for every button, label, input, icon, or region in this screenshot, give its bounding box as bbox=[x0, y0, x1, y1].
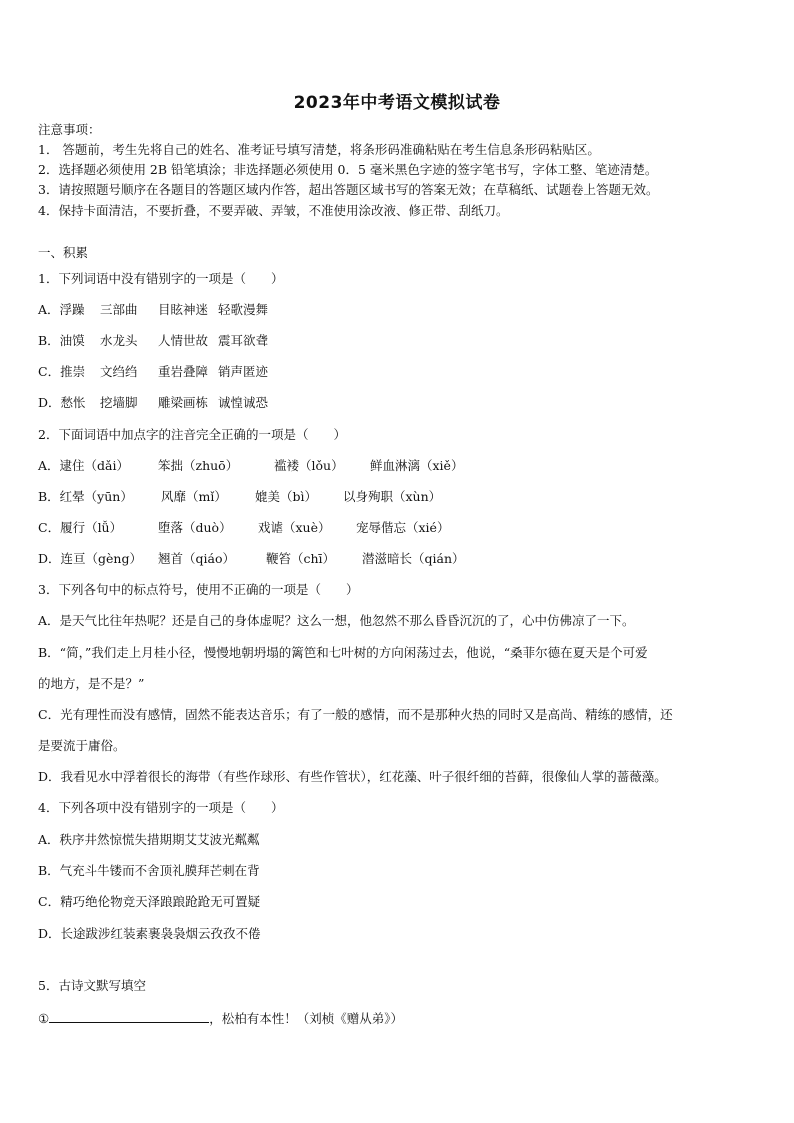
option-word: A．逮住（dǎi） bbox=[38, 458, 129, 473]
option-word: 鞭笞（chī） bbox=[266, 551, 336, 566]
q4-option-d: D．长途跋涉红装素裹袅袅烟云孜孜不倦 bbox=[38, 926, 261, 941]
option-word: C．推崇 bbox=[38, 364, 86, 379]
option-word: 销声匿迹 bbox=[218, 364, 269, 379]
option-word: B．红晕（yūn） bbox=[38, 489, 133, 504]
q3-option-c-cont: 是要流于庸俗。 bbox=[38, 738, 126, 753]
option-word: B．油馍 bbox=[38, 333, 85, 348]
q1-option-d bbox=[38, 395, 268, 411]
q2-option-a bbox=[38, 458, 463, 474]
q1-option-a bbox=[38, 302, 268, 318]
answer-blank[interactable] bbox=[49, 1009, 209, 1023]
option-word: 笨拙（zhuō） bbox=[158, 458, 239, 473]
question-stem-3: 3．下列各句中的标点符号，使用不正确的一项是（ ） bbox=[38, 582, 359, 597]
question-stem-5: 5．古诗文默写填空 bbox=[38, 978, 146, 993]
q4-option-a: A．秩序井然惊慌失措期期艾艾波光粼粼 bbox=[38, 832, 260, 847]
option-word: 堕落（duò） bbox=[158, 520, 232, 535]
option-word: 戏谑（xuè） bbox=[258, 520, 331, 535]
q2-option-c bbox=[38, 520, 449, 536]
q3-option-c: C．光有理性而没有感情，固然不能表达音乐；有了一般的感情，而不是那种火热的同时又是高尚、精练的感情，还 bbox=[38, 707, 673, 722]
section-heading: 一、积累 bbox=[38, 245, 89, 260]
q2-option-d bbox=[38, 551, 465, 567]
q3-option-b-cont: 的地方，是不是？” bbox=[38, 676, 145, 691]
option-word: 震耳欲聋 bbox=[218, 333, 269, 348]
option-word: 三部曲 bbox=[100, 302, 138, 317]
option-word: 媲美（bì） bbox=[255, 489, 317, 504]
question-stem-2: 2．下面词语中加点字的注音完全正确的一项是（ ） bbox=[38, 427, 346, 442]
option-word: 诚惶诚恐 bbox=[218, 395, 269, 410]
q1-option-b bbox=[38, 333, 268, 349]
item-marker: ① bbox=[38, 1011, 50, 1026]
option-word: 人情世故 bbox=[158, 333, 209, 348]
option-word: 挖墙脚 bbox=[100, 395, 138, 410]
option-word: 文绉绉 bbox=[100, 364, 138, 379]
option-word: 宠辱偕忘（xié） bbox=[356, 520, 450, 535]
option-word: D．愁怅 bbox=[38, 395, 86, 410]
option-word: 褴褛（lǒu） bbox=[274, 458, 344, 473]
option-word: 目眩神迷 bbox=[158, 302, 209, 317]
option-word: A．浮躁 bbox=[38, 302, 85, 317]
option-word: 翘首（qiáo） bbox=[158, 551, 235, 566]
option-word: D．连亘（gèng） bbox=[38, 551, 142, 566]
option-word: 风靡（mǐ） bbox=[161, 489, 227, 504]
notice-item: 1． 答题前，考生先将自己的姓名、准考证号填写清楚，将条形码准确粘贴在考生信息条形码粘贴区。 bbox=[38, 142, 600, 157]
option-word: 鲜血淋漓（xiě） bbox=[370, 458, 464, 473]
q4-option-c: C．精巧绝伦物竞天泽踉踉跄跄无可置疑 bbox=[38, 894, 261, 909]
notice-item: 3．请按照题号顺序在各题目的答题区域内作答，超出答题区域书写的答案无效；在草稿纸、试题卷上答题无效。 bbox=[38, 182, 659, 197]
question-stem-4: 4．下列各项中没有错别字的一项是（ ） bbox=[38, 800, 284, 815]
q2-option-b bbox=[38, 489, 441, 505]
q1-option-c bbox=[38, 364, 268, 380]
q3-option-a: A．是天气比往年热呢？还是自己的身体虚呢？这么一想，他忽然不那么昏昏沉沉的了，心中仿佛凉了一下。 bbox=[38, 613, 635, 628]
notice-heading: 注意事项： bbox=[38, 122, 101, 137]
fill-line-text: ，松柏有本性！（刘桢《赠从弟》） bbox=[209, 1011, 403, 1026]
notice-item: 2．选择题必须使用 2B 铅笔填涂；非选择题必须使用 0．5 毫米黑色字迹的签字笔书写，字体工整、笔迹清楚。 bbox=[38, 162, 658, 177]
notice-item: 4．保持卡面清洁，不要折叠，不要弄破、弄皱，不准使用涂改液、修正带、刮纸刀。 bbox=[38, 203, 509, 218]
question-stem-1: 1．下列词语中没有错别字的一项是（ ） bbox=[38, 271, 284, 286]
option-word: 重岩叠障 bbox=[158, 364, 209, 379]
option-word: C．履行（lǚ） bbox=[38, 520, 123, 535]
q4-option-b: B．气充斗牛镂而不舍顶礼膜拜芒刺在背 bbox=[38, 863, 260, 878]
q5-fill-line-1 bbox=[38, 1009, 403, 1027]
page-title: 2023年中考语文模拟试卷 bbox=[293, 93, 501, 113]
q3-option-b: B．“简，”我们走上月桂小径，慢慢地朝坍塌的篱笆和七叶树的方向闲荡过去，他说，“桑菲尔德在夏天是个可爱 bbox=[38, 645, 648, 660]
option-word: 潜滋暗长（qián） bbox=[362, 551, 465, 566]
option-word: 水龙头 bbox=[100, 333, 138, 348]
option-word: 轻歌漫舞 bbox=[218, 302, 269, 317]
option-word: 以身殉职（xùn） bbox=[343, 489, 442, 504]
q3-option-d: D．我看见水中浮着很长的海带（有些作球形、有些作管状），红花藻、叶子很纤细的苔藓，很像仙人掌的蔷薇藻。 bbox=[38, 769, 667, 784]
option-word: 雕梁画栋 bbox=[158, 395, 209, 410]
